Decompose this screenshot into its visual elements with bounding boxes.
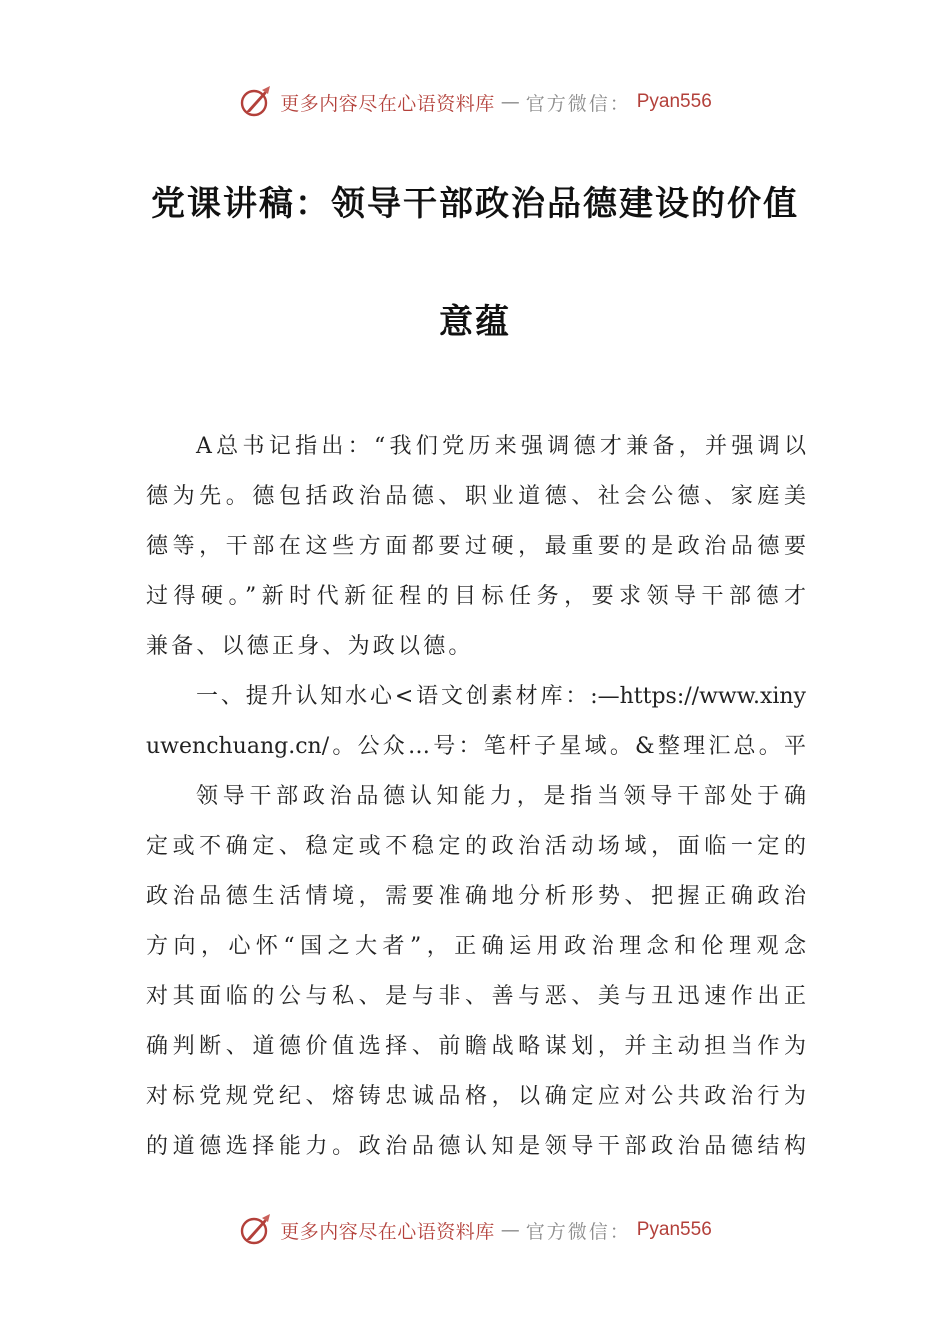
- paragraph-1-line-2: 德为先。德包括政治品德、职业道德、社会公德、家庭美: [146, 484, 806, 509]
- paragraph-3-line-7: 对标党规党纪、熔铸忠诚品格，以确定应对公共政治行为: [146, 1084, 806, 1109]
- paragraph-3-line-4: 方向，心怀“国之大者”，正确运用政治理念和伦理观念: [146, 934, 806, 959]
- paragraph-2-line-2: uwenchuang.cn/。公众…号：笔杆子星域。&整理汇总。平: [146, 734, 806, 759]
- banner-wechat-id: Pyan556: [636, 91, 712, 112]
- paragraph-3-line-2: 定或不确定、稳定或不稳定的政治活动场域，面临一定的: [146, 834, 806, 859]
- banner-dash: —: [500, 91, 520, 113]
- banner-wechat-id: Pyan556: [636, 1219, 712, 1240]
- paragraph-1-line-5: 兼备、以德正身、为政以德。: [146, 634, 474, 659]
- footer-banner: [0, 1210, 950, 1250]
- paragraph-2-line-1: 一、提升认知水心<语文创素材库：:—https://www.xiny: [196, 684, 806, 709]
- banner-main-text: 更多内容尽在心语资料库: [280, 1220, 495, 1243]
- paragraph-1-line-3: 德等，干部在这些方面都要过硬，最重要的是政治品德要: [146, 534, 806, 559]
- document-title-line-1: 党课讲稿：领导干部政治品德建设的价值: [151, 184, 799, 224]
- quill-logo-icon: [238, 1212, 274, 1248]
- banner-wechat-label: 官方微信：: [525, 92, 631, 115]
- banner-dash: —: [500, 1219, 520, 1241]
- paragraph-3-line-3: 政治品德生活情境，需要准确地分析形势、把握正确政治: [146, 884, 806, 909]
- paragraph-1-line-4: 过得硬。”新时代新征程的目标任务，要求领导干部德才: [146, 584, 806, 609]
- paragraph-3-line-5: 对其面临的公与私、是与非、善与恶、美与丑迅速作出正: [146, 984, 806, 1009]
- header-banner: [0, 82, 950, 122]
- quill-logo-icon: [238, 84, 274, 120]
- paragraph-3-line-1: 领导干部政治品德认知能力，是指当领导干部处于确: [196, 784, 806, 809]
- document-title-line-2: 意蕴: [439, 302, 511, 342]
- paragraph-3-line-6: 确判断、道德价值选择、前瞻战略谋划，并主动担当作为: [146, 1034, 806, 1059]
- paragraph-3-line-8: 的道德选择能力。政治品德认知是领导干部政治品德结构: [146, 1134, 806, 1159]
- banner-main-text: 更多内容尽在心语资料库: [280, 92, 495, 115]
- paragraph-1-line-1: A总书记指出：“我们党历来强调德才兼备，并强调以: [196, 434, 806, 459]
- banner-wechat-label: 官方微信：: [525, 1220, 631, 1243]
